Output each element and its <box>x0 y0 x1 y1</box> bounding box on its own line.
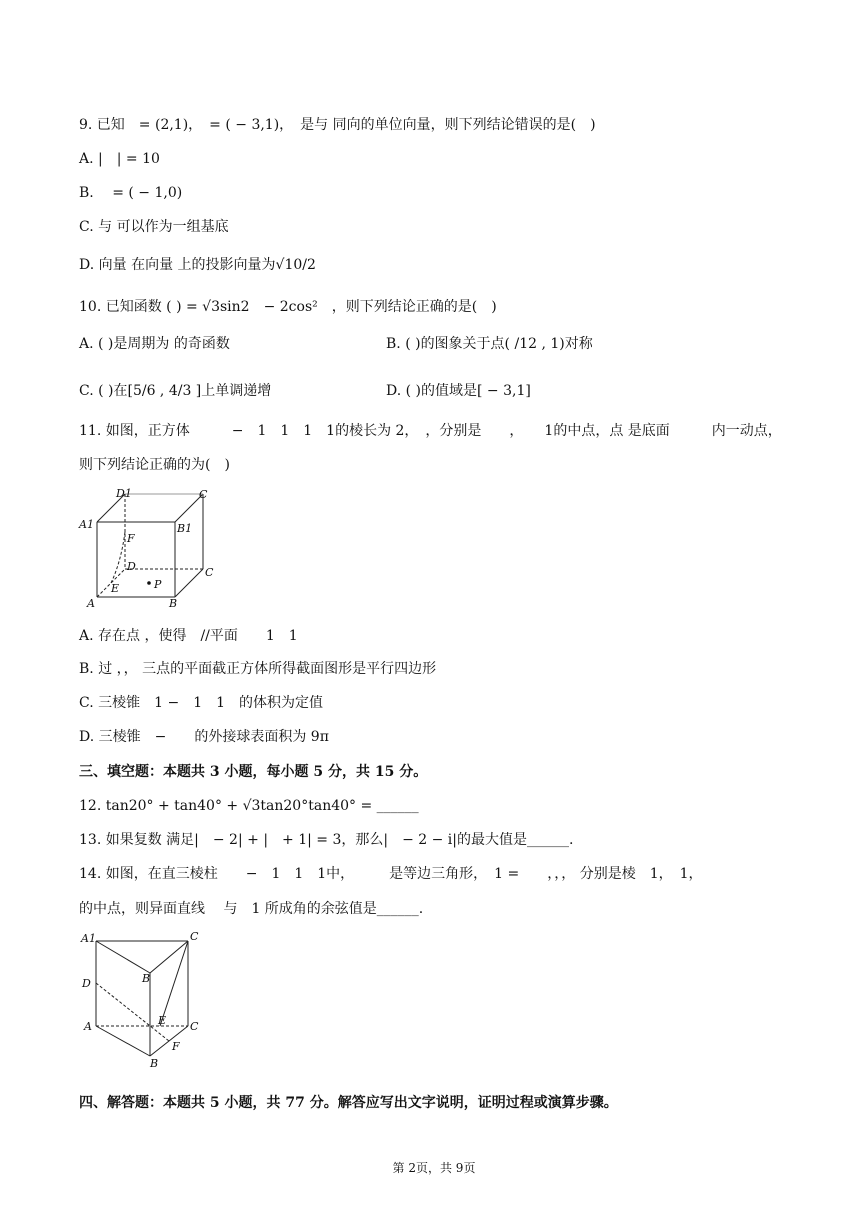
cube-label-c: C <box>205 566 214 579</box>
cube-label-a: A <box>87 597 95 610</box>
question-13: 13. 如果复数 满足| − 2| + | + 1| = 3，那么| − 2 − i|的最大值是______. <box>79 832 574 848</box>
question-9-option-c: C. 与 可以作为一组基底 <box>79 219 229 235</box>
prism-label-a1: A1 <box>81 932 96 945</box>
question-11-stem-line2: 则下列结论正确的为( ) <box>79 457 230 473</box>
cube-label-b1: B1 <box>177 522 193 535</box>
section-3-heading: 三、填空题：本题共 3 小题，每小题 5 分，共 15 分。 <box>79 764 428 780</box>
prism-label-c: C <box>190 1020 199 1033</box>
question-9-option-d: D. 向量 在向量 上的投影向量为√10/2 <box>79 257 316 273</box>
question-10-option-c: C. ( )在[5/6 , 4/3 ]上单调递增 <box>79 383 272 399</box>
question-12: 12. tan20° + tan40° + √3tan20°tan40° = ______ <box>79 798 419 814</box>
cube-label-a1: A1 <box>79 518 94 531</box>
prism-label-e: E <box>158 1014 167 1027</box>
cube-label-d1: D1 <box>116 487 132 500</box>
question-10-stem: 10. 已知函数 ( ) = √3sin2 − 2cos² ，则下列结论正确的是( ) <box>79 299 497 315</box>
question-11-stem-line1: 11. 如图，正方体 − 1 1 1 1的棱长为 2， ，分别是 ， 1的中点，点 是底面 内一动点， <box>79 423 782 439</box>
question-10-option-a: A. ( )是周期为 的奇函数 <box>79 336 230 352</box>
question-14-stem-line1: 14. 如图，在直三棱柱 − 1 1 1中， 是等边三角形， 1 = ，，， 分别是棱 1， 1， <box>79 866 703 882</box>
question-10-option-b: B. ( )的图象关于点( /12 , 1)对称 <box>386 336 593 352</box>
question-9-option-b: B. = ( − 1,0) <box>79 185 183 201</box>
section-4-heading: 四、解答题：本题共 5 小题，共 77 分。解答应写出文字说明，证明过程或演算步骤。 <box>79 1095 618 1111</box>
cube-label-d: D <box>127 560 136 573</box>
prism-label-c1: C <box>190 930 199 943</box>
page-footer: 第 2页，共 9页 <box>392 1161 476 1175</box>
question-14-stem-line2: 的中点，则异面直线 与 1 所成角的余弦值是______. <box>79 901 424 917</box>
cube-label-e: E <box>111 582 120 595</box>
question-9-option-a: A. | | = 10 <box>79 151 160 167</box>
prism-label-d: D <box>82 977 91 990</box>
question-11-option-a: A. 存在点 ，使得 //平面 1 1 <box>79 628 298 644</box>
prism-label-f: F <box>172 1040 180 1053</box>
prism-label-b1: B <box>142 972 151 985</box>
prism-label-b: B <box>150 1057 159 1068</box>
question-9-stem: 9. 已知 = (2,1)， = ( − 3,1)， 是与 同向的单位向量，则下列结论错误的是( ) <box>79 117 596 133</box>
question-11-option-b: B. 过 ，， 三点的平面截正方体所得截面图形是平行四边形 <box>79 661 437 677</box>
question-10-option-d: D. ( )的值域是[ − 3,1] <box>386 383 531 399</box>
cube-label-b: B <box>169 597 178 610</box>
question-11-option-d: D. 三棱锥 − 的外接球表面积为 9π <box>79 729 329 745</box>
question-11-option-c: C. 三棱锥 1 − 1 1 的体积为定值 <box>79 695 324 711</box>
cube-figure <box>75 484 235 614</box>
prism-label-a: A <box>84 1020 92 1033</box>
cube-label-p: P <box>154 578 162 591</box>
cube-label-f: F <box>127 532 135 545</box>
prism-figure <box>78 928 218 1068</box>
cube-label-c1: C <box>199 488 208 501</box>
